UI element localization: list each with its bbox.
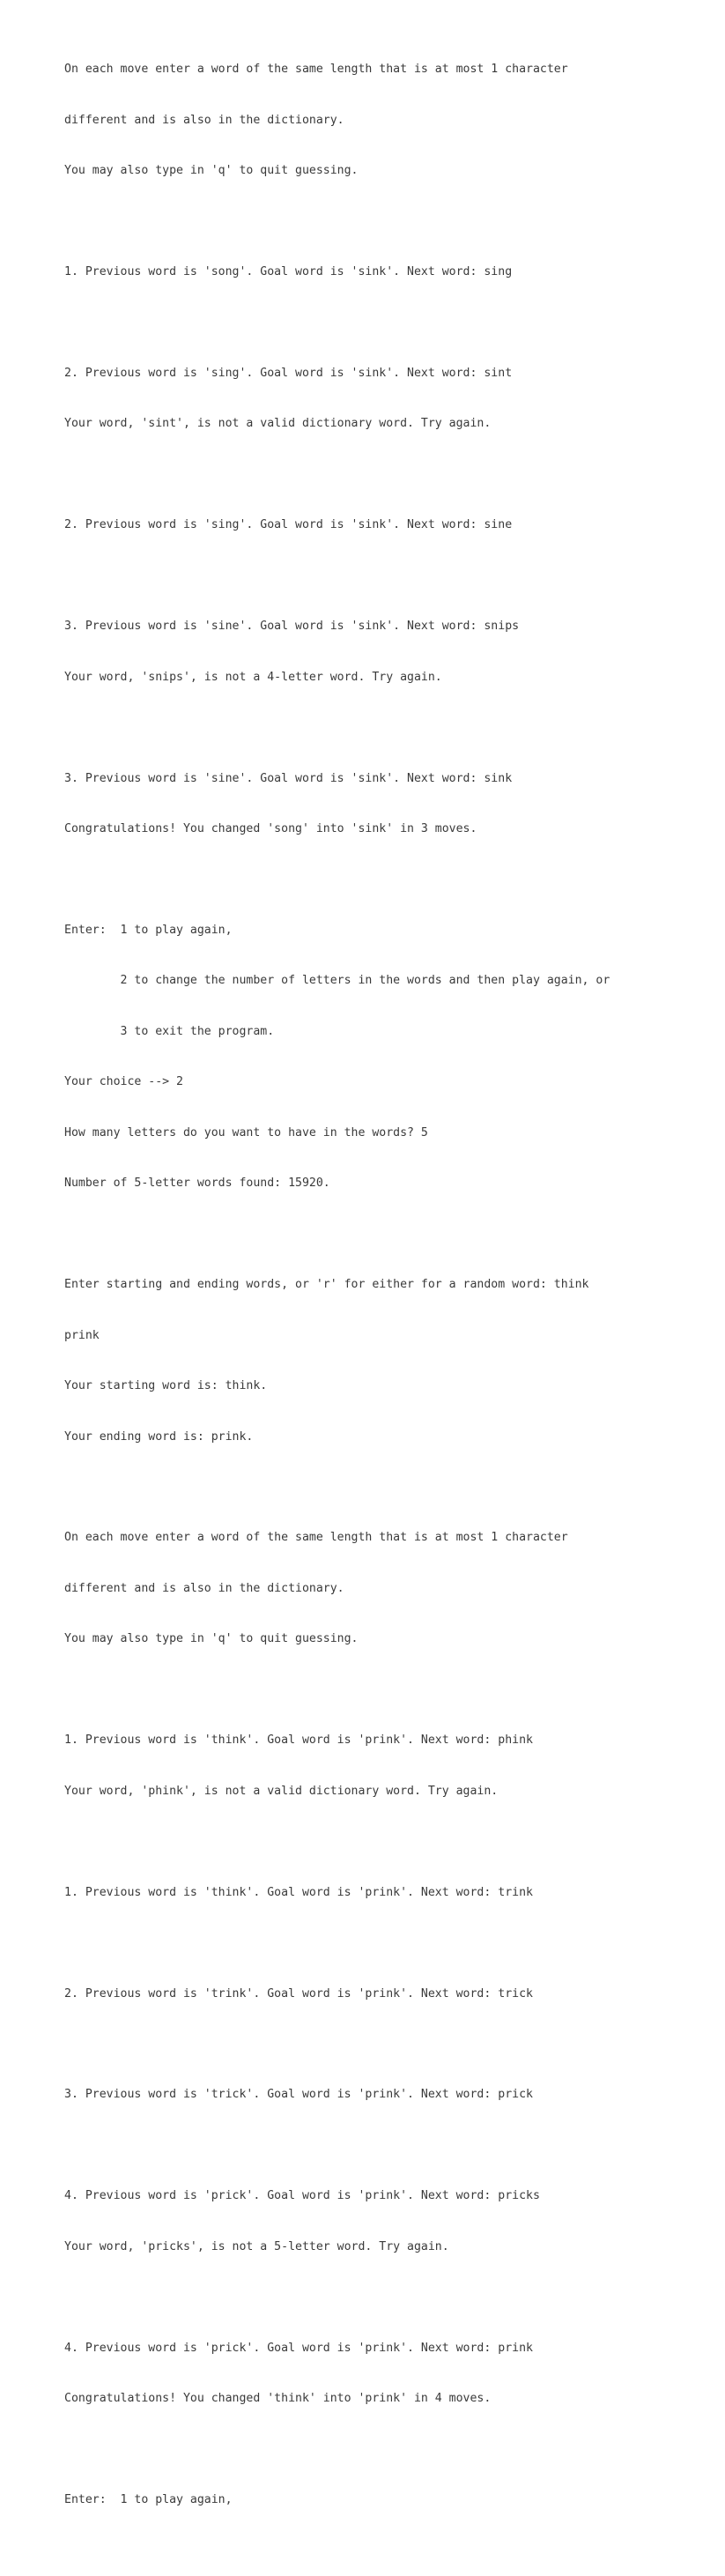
console-line: Your starting word is: think. xyxy=(64,1379,268,1393)
console-line xyxy=(64,466,716,483)
console-line: 4. Previous word is 'prick'. Goal word is 'prink'. Next word: prink xyxy=(64,2341,533,2355)
console-line: You may also type in 'q' to quit guessing. xyxy=(64,1632,359,1646)
console-line: Congratulations! You changed 'song' into 'sink' in 3 moves. xyxy=(64,822,477,836)
console-line xyxy=(64,1479,716,1496)
console-line xyxy=(64,1681,716,1698)
console-line: Your word, 'sint', is not a valid dictionary word. Try again. xyxy=(64,417,492,431)
console-line xyxy=(64,2036,716,2053)
console-line: Your word, 'pricks', is not a 5-letter word. Try again. xyxy=(64,2239,449,2253)
console-line: 1. Previous word is 'song'. Goal word is 'sink'. Next word: sing xyxy=(64,265,513,279)
console-line xyxy=(64,2289,716,2305)
console-line xyxy=(64,2543,716,2559)
console-output xyxy=(64,27,716,2576)
console-line xyxy=(64,568,716,584)
console-line: Number of 5-letter words found: 15920. xyxy=(64,1177,330,1191)
console-line: prink xyxy=(64,1328,100,1342)
console-line xyxy=(64,1934,716,1951)
console-line xyxy=(64,1226,716,1243)
console-line: Enter: 1 to play again, xyxy=(64,924,233,938)
console-line xyxy=(64,2441,716,2458)
console-line xyxy=(64,2137,716,2154)
console-line: On each move enter a word of the same length that is at most 1 character xyxy=(64,1531,568,1545)
console-line xyxy=(64,315,716,331)
console-line: 4. Previous word is 'prick'. Goal word is 'prink'. Next word: pricks xyxy=(64,2189,540,2203)
console-line: Your word, 'snips', is not a 4-letter word. Try again. xyxy=(64,670,442,684)
console-line: 2. Previous word is 'sing'. Goal word is 'sink'. Next word: sine xyxy=(64,518,513,532)
console-line: 2. Previous word is 'sing'. Goal word is 'sink'. Next word: sint xyxy=(64,367,513,381)
console-line: Your word, 'phink', is not a valid dictionary word. Try again. xyxy=(64,1784,499,1798)
console-line: How many letters do you want to have in the words? 5 xyxy=(64,1125,428,1140)
console-line: 1. Previous word is 'think'. Goal word is 'prink'. Next word: phink xyxy=(64,1733,533,1748)
console-line: On each move enter a word of the same length that is at most 1 character xyxy=(64,63,568,77)
console-line: 3. Previous word is 'sine'. Goal word is 'sink'. Next word: snips xyxy=(64,620,520,634)
console-line xyxy=(64,213,716,230)
console-line: 3. Previous word is 'trick'. Goal word is 'prink'. Next word: prick xyxy=(64,2088,533,2102)
console-line: 3 to exit the program. xyxy=(64,1024,275,1038)
console-line: Your ending word is: prink. xyxy=(64,1429,254,1444)
console-line xyxy=(64,1833,716,1850)
console-line: Congratulations! You changed 'think' into 'prink' in 4 moves. xyxy=(64,2392,492,2406)
console-line: You may also type in 'q' to quit guessing. xyxy=(64,164,359,178)
console-line: different and is also in the dictionary. xyxy=(64,1581,344,1595)
console-line: Your choice --> 2 xyxy=(64,1075,183,1089)
console-line: 3. Previous word is 'sine'. Goal word is 'sink'. Next word: sink xyxy=(64,771,513,785)
console-line: 2. Previous word is 'trink'. Goal word is 'prink'. Next word: trick xyxy=(64,1986,533,2001)
console-line xyxy=(64,872,716,888)
console-line: Enter: 1 to play again, xyxy=(64,2493,233,2507)
console-line: 2 to change the number of letters in the words and then play again, or xyxy=(64,974,610,988)
console-line: different and is also in the dictionary. xyxy=(64,113,344,127)
console-line: Enter starting and ending words, or 'r' for either for a random word: think xyxy=(64,1278,589,1292)
console-line: 1. Previous word is 'think'. Goal word is 'prink'. Next word: trink xyxy=(64,1885,533,1899)
console-line xyxy=(64,719,716,736)
